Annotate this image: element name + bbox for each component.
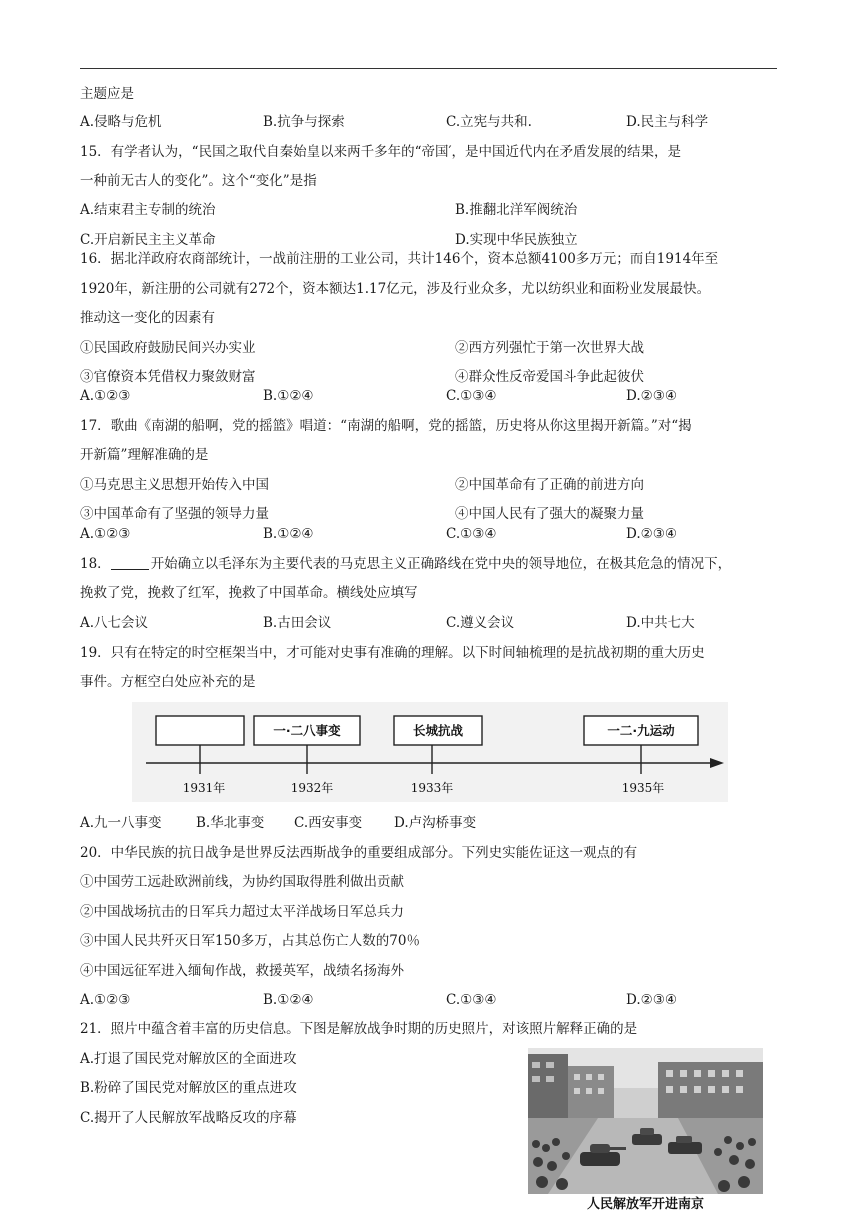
q15-option-a: A.结束君主专制的统治 [80,202,216,218]
q14-option-c: C.立宪与共和. [446,114,532,130]
q21-option-a: A.打退了国民党对解放区的全面进攻 [80,1051,297,1067]
q17-item-4: ④中国人民有了强大的凝聚力量 [455,506,644,522]
photo-illustration [528,1048,763,1194]
q15-option-d: D.实现中华民族独立 [455,232,578,248]
q16-option-b: B.①②④ [263,388,314,404]
q14-stem-tail: 主题应是 [80,86,134,102]
q20-stem: 20．中华民族的抗日战争是世界反法西斯战争的重要组成部分。下列史实能佐证这一观点的有 [80,845,638,861]
q17-item-1: ①马克思主义思想开始传入中国 [80,477,269,493]
q20-option-c: C.①③④ [446,992,497,1008]
q16-option-c: C.①③④ [446,388,497,404]
q17-option-b: B.①②④ [263,526,314,542]
q16-option-a: A.①②③ [80,388,131,404]
timeline-year-3: 1933年 [410,781,454,795]
historical-photo [528,1048,763,1216]
q18-option-c: C.遵义会议 [446,615,515,631]
q19-option-d: D.卢沟桥事变 [394,815,477,831]
q16-stem-line-1: 16．据北洋政府农商部统计，一战前注册的工业公司，共计146个，资本总额4100多万元；而自1914年至 [80,251,719,267]
q16-item-1: ①民国政府鼓励民间兴办实业 [80,340,256,356]
q17-item-2: ②中国革命有了正确的前进方向 [455,477,644,493]
q17-option-a: A.①②③ [80,526,131,542]
q18-option-b: B.古田会议 [263,615,332,631]
timeline-year-4: 1935年 [621,781,665,795]
q17-item-3: ③中国革命有了坚强的领导力量 [80,506,269,522]
q18-stem-text: 开始确立以毛泽东为主要代表的马克思主义正确路线在党中央的领导地位，在极其危急的情况下， [150,556,732,572]
q21-option-c: C.揭开了人民解放军战略反攻的序幕 [80,1110,297,1126]
timeline-box-label-3: 长城抗战 [412,723,464,738]
q20-item-1: ①中国劳工远赴欧洲前线，为协约国取得胜利做出贡献 [80,874,404,890]
q19-stem-line-2: 事件。方框空白处应补充的是 [80,674,256,690]
q20-item-3: ③中国人民共歼灭日军150多万，占其总伤亡人数的70％ [80,933,420,949]
q16-option-d: D.②③④ [626,388,677,404]
q20-option-b: B.①②④ [263,992,314,1008]
q14-option-a: A.侵略与危机 [80,114,162,130]
q18-option-d: D.中共七大 [626,615,695,631]
q15-stem-line-2: 一种前无古人的变化”。这个“变化”是指 [80,173,317,189]
q16-stem-line-3: 推动这一变化的因素有 [80,310,215,326]
timeline-box-label-4: 一二·九运动 [607,723,675,738]
q16-item-4: ④群众性反帝爱国斗争此起彼伏 [455,369,644,385]
q15-option-c: C.开启新民主主义革命 [80,232,216,248]
q18-stem-line-2: 挽救了党，挽救了红军，挽救了中国革命。横线处应填写 [80,585,418,601]
timeline-figure [132,702,728,802]
q15-option-b: B.推翻北洋军阀统治 [455,202,578,218]
q18-number: 18． [80,556,111,572]
timeline-year-2: 1932年 [290,781,334,795]
q17-stem-line-1: 17．歌曲《南湖的船啊，党的摇篮》唱道：“南湖的船啊，党的摇篮，历史将从你这里揭开新篇。”对“揭 [80,418,692,434]
q16-stem-line-2: 1920年，新注册的公司就有272个，资本额达1.17亿元，涉及行业众多，尤以纺织业和面粉业发展最快。 [80,281,711,297]
q18-option-a: A.八七会议 [80,615,149,631]
q21-stem: 21．照片中蕴含着丰富的历史信息。下图是解放战争时期的历史照片，对该照片解释正确的是 [80,1021,638,1037]
q17-stem-line-2: 开新篇”理解准确的是 [80,447,209,463]
q18-answer-blank [111,555,149,570]
q21-option-b: B.粉碎了国民党对解放区的重点进攻 [80,1080,297,1096]
q15-stem-line-1: 15．有学者认为，“民国之取代自秦始皇以来两千多年的“帝国′，是中国近代内在矛盾发展的结果，是 [80,144,682,160]
timeline-year-1: 1931年 [182,781,226,795]
q20-option-d: D.②③④ [626,992,677,1008]
header-rule [80,68,777,69]
timeline-arrow-icon [710,758,724,768]
q20-item-4: ④中国远征军进入缅甸作战，救援英军，战绩名扬海外 [80,963,404,979]
q17-option-c: C.①③④ [446,526,497,542]
q19-stem-line-1: 19．只有在特定的时空框架当中，才可能对史事有准确的理解。以下时间轴梳理的是抗战初期的重大历史 [80,645,705,661]
q19-option-c: C.西安事变 [294,815,363,831]
photo-caption: 人民解放军开进南京 [528,1194,763,1216]
q18-stem-line-1 [80,554,731,574]
timeline-box-label-2: 一·二八事变 [273,723,341,738]
q16-item-2: ②西方列强忙于第一次世界大战 [455,340,644,356]
q14-option-b: B.抗争与探索 [263,114,345,130]
q20-item-2: ②中国战场抗击的日军兵力超过太平洋战场日军总兵力 [80,904,404,920]
q19-option-b: B.华北事变 [196,815,265,831]
q16-item-3: ③官僚资本凭借权力聚敛财富 [80,369,256,385]
q17-option-d: D.②③④ [626,526,677,542]
q19-option-a: A.九一八事变 [80,815,162,831]
q20-option-a: A.①②③ [80,992,131,1008]
timeline-box-blank [156,716,244,745]
q14-option-d: D.民主与科学 [626,114,709,130]
